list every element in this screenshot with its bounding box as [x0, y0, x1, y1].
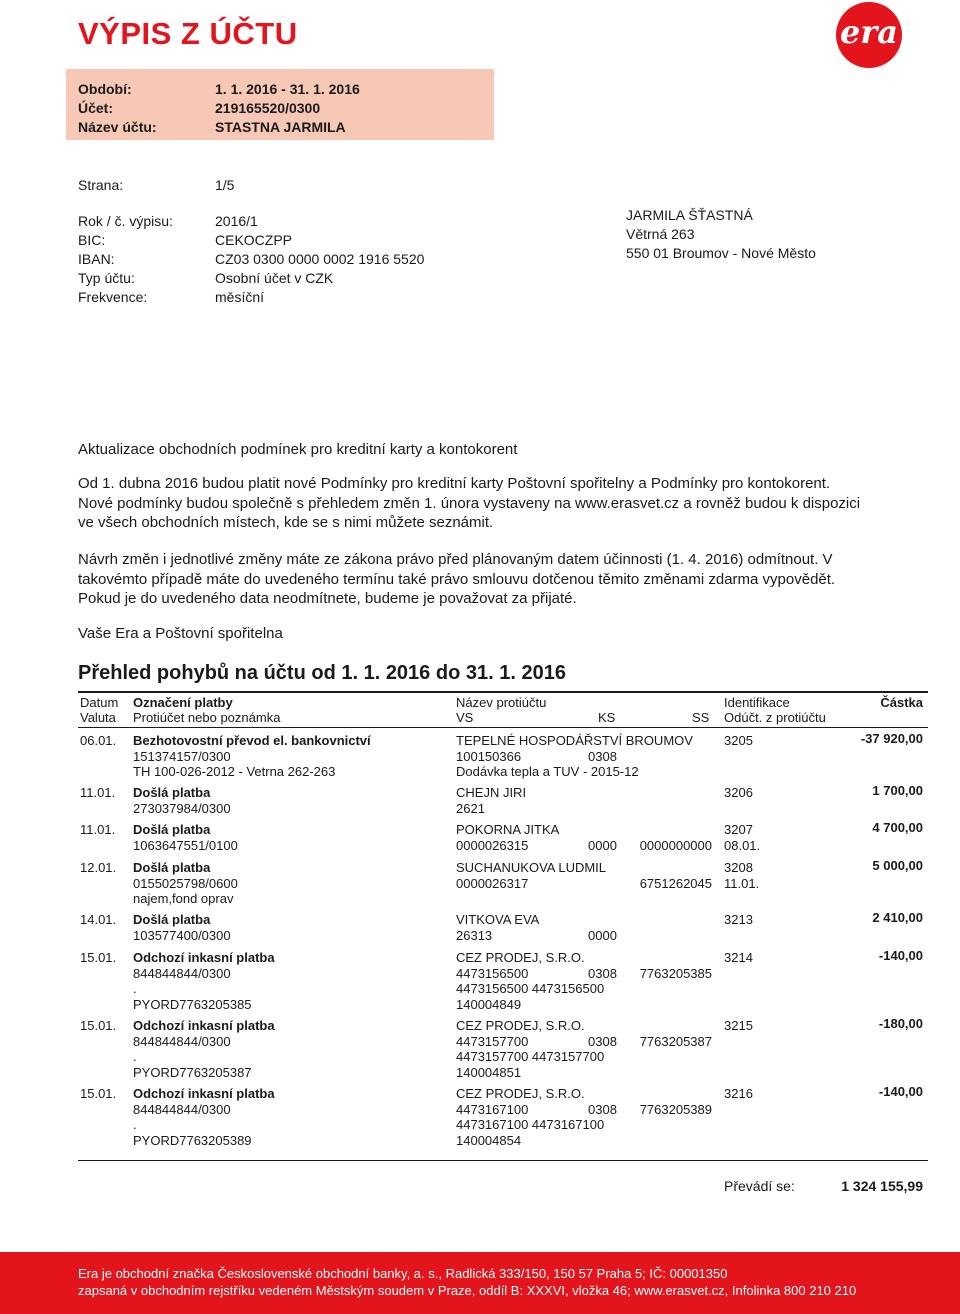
notice-signature: Vaše Era a Poštovní spořitelna — [78, 625, 283, 642]
counterparty-name: CEZ PRODEJ, S.R.O. — [456, 950, 585, 965]
transaction-identification: 3208 — [724, 860, 753, 875]
detail-value: CEKOCZPP — [215, 232, 293, 248]
transaction-date: 15.01. — [80, 1018, 117, 1033]
counterparty-name: VITKOVA EVA — [456, 912, 540, 927]
transaction-note: 1063647551/0100 — [133, 837, 238, 853]
notice-line: takovémto případě máte do uvedeného termínu také právo smlouvu dotčenou těmito změnami zdarma vypovědět. — [78, 570, 836, 588]
constant-symbol: 0308 — [588, 1101, 617, 1117]
counterparty-name: CEZ PRODEJ, S.R.O. — [456, 1018, 585, 1033]
notice-line: Od 1. dubna 2016 budou platit nové Podmínky pro kreditní karty Poštovní spořitelny a Podmínky pro kontokorent. — [78, 475, 831, 492]
detail-value: měsíční — [215, 289, 265, 305]
recipient-name: JARMILA ŠŤASTNÁ — [626, 207, 753, 223]
table-header-rule — [78, 727, 928, 728]
transaction-date: 14.01. — [80, 912, 117, 927]
transaction-type: Došlá platba — [133, 860, 211, 875]
logo-text: era — [840, 13, 898, 51]
transaction-identification: 3206 — [724, 785, 753, 800]
transaction-note: 844844844/0300 — [133, 965, 231, 981]
transaction-date: 06.01. — [80, 733, 117, 748]
transaction-note: . — [133, 1049, 137, 1064]
transaction-amount: -140,00 — [878, 1084, 923, 1099]
counterparty-note: Dodávka tepla a TUV - 2015-12 — [456, 764, 639, 779]
transaction-date: 15.01. — [80, 950, 117, 965]
transaction-identification: 3205 — [724, 733, 753, 748]
transaction-identification: 3214 — [724, 950, 753, 965]
col-debit-date: Odúčt. z protiúčtu — [724, 710, 826, 725]
constant-symbol: 0000 — [588, 927, 617, 943]
recipient-city: 550 01 Broumov - Nové Město — [626, 245, 816, 261]
variable-symbol: 4473167100 — [456, 1101, 529, 1117]
col-valuta: Valuta — [80, 710, 116, 725]
transaction-type: Bezhotovostní převod el. bankovnictví — [133, 733, 371, 748]
col-payment-type: Označení platby — [133, 695, 233, 710]
col-date: Datum — [80, 695, 119, 710]
recipient-address — [626, 206, 926, 263]
transaction-amount: 5 000,00 — [872, 858, 923, 873]
transaction-type: Došlá platba — [133, 822, 211, 837]
notice-line: Nové podmínky budou společně s přehledem změn 1. února vystaveny na www.erasvet.cz a rovněž budou k dispozici — [78, 494, 861, 512]
carry-label: Převádí se: — [724, 1178, 795, 1194]
transaction-note: 151374157/0300 — [133, 748, 231, 764]
counterparty-note: 4473156500 4473156500 — [456, 981, 605, 996]
notice-heading: Aktualizace obchodních podmínek pro kreditní karty a kontokorent — [78, 441, 518, 458]
period-value: 1. 1. 2016 - 31. 1. 2016 — [215, 81, 360, 97]
recipient-street: Větrná 263 — [626, 226, 695, 242]
transaction-note: PYORD7763205389 — [133, 1132, 252, 1148]
variable-symbol: 2621 — [456, 800, 485, 816]
transaction-amount: 2 410,00 — [872, 910, 923, 925]
transaction-date: 12.01. — [80, 860, 117, 875]
account-value: 219165520/0300 — [215, 100, 321, 116]
variable-symbol: 100150366 — [456, 748, 522, 764]
notice-line: Návrh změn i jednotlivé změny máte ze zákona právo před plánovaným datem účinnosti (1. 4. 2016) odmítnout. V — [78, 551, 833, 568]
detail-value: CZ03 0300 0000 0002 1916 5520 — [215, 251, 425, 267]
transaction-note: 844844844/0300 — [133, 1101, 231, 1117]
debit-date: 08.01. — [724, 837, 761, 853]
variable-symbol: 4473157700 — [456, 1033, 529, 1049]
transaction-note: PYORD7763205385 — [133, 996, 252, 1012]
transaction-date: 15.01. — [80, 1086, 117, 1101]
period-label: Období: — [78, 81, 132, 97]
footer-bar — [0, 1252, 960, 1314]
detail-label: IBAN: — [78, 251, 115, 267]
transaction-type: Odchozí inkasní platba — [133, 1018, 275, 1033]
constant-symbol: 0308 — [588, 1033, 617, 1049]
col-ss: SS — [692, 710, 710, 725]
debit-date: 11.01. — [724, 875, 760, 891]
detail-label: BIC: — [78, 232, 106, 248]
transaction-amount: -180,00 — [878, 1016, 923, 1031]
notice-line: Pokud je do uvedeného data neodmítnete, budeme je považovat za přijaté. — [78, 590, 577, 607]
col-ks: KS — [598, 710, 616, 725]
constant-symbol: 0308 — [588, 965, 617, 981]
overview-title: Přehled pohybů na účtu od 1. 1. 2016 do 31. 1. 2016 — [78, 662, 566, 684]
detail-label: Typ účtu: — [78, 270, 135, 286]
notice-paragraph-1 — [78, 474, 938, 533]
detail-value: Osobní účet v CZK — [215, 270, 334, 286]
col-vs: VS — [456, 710, 474, 725]
variable-symbol: 4473156500 — [456, 965, 529, 981]
specific-symbol: 0000000000 — [639, 837, 712, 853]
transaction-note: TH 100-026-2012 - Vetrna 262-263 — [133, 764, 336, 779]
detail-label: Frekvence: — [78, 289, 148, 305]
transaction-identification: 3213 — [724, 912, 753, 927]
specific-symbol: 7763205387 — [639, 1033, 712, 1049]
variable-symbol: 0000026317 — [456, 875, 529, 891]
account-label: Účet: — [78, 100, 114, 116]
counterparty-note: 140004849 — [456, 996, 522, 1012]
transaction-amount: 1 700,00 — [872, 783, 923, 798]
table-top-rule — [78, 691, 928, 693]
counterparty-name: CEZ PRODEJ, S.R.O. — [456, 1086, 585, 1101]
transaction-type: Odchozí inkasní platba — [133, 1086, 275, 1101]
variable-symbol: 0000026315 — [456, 837, 529, 853]
transaction-note: 273037984/0300 — [133, 800, 231, 816]
transaction-note: PYORD7763205387 — [133, 1064, 252, 1080]
transaction-amount: -37 920,00 — [860, 731, 923, 746]
constant-symbol: 0000 — [588, 837, 617, 853]
col-counter-account: Protiúčet nebo poznámka — [133, 710, 281, 725]
specific-symbol: 6751262045 — [639, 875, 712, 891]
transaction-note: 103577400/0300 — [133, 927, 231, 943]
counterparty-name: SUCHANUKOVA LUDMIL — [456, 860, 607, 875]
notice-line: ve všech obchodních místech, kde se s nimi můžete seznámit. — [78, 514, 494, 531]
transaction-type: Odchozí inkasní platba — [133, 950, 275, 965]
account-info-box — [66, 69, 494, 140]
transaction-note: . — [133, 1117, 137, 1132]
transaction-note: najem,fond oprav — [133, 891, 234, 906]
counterparty-note: 140004851 — [456, 1064, 522, 1080]
transaction-date: 11.01. — [80, 822, 116, 837]
table-bottom-rule — [78, 1160, 928, 1161]
transaction-identification: 3216 — [724, 1086, 753, 1101]
page-label: Strana: — [78, 177, 124, 193]
transaction-identification: 3207 — [724, 822, 753, 837]
page-value: 1/5 — [215, 177, 235, 193]
specific-symbol: 7763205385 — [639, 965, 712, 981]
era-logo — [836, 2, 902, 68]
col-identification: Identifikace — [724, 695, 790, 710]
statement-title: VÝPIS Z ÚČTU — [78, 16, 298, 51]
carry-value: 1 324 155,99 — [841, 1178, 923, 1194]
notice-paragraph-2 — [78, 550, 938, 609]
transaction-identification: 3215 — [724, 1018, 753, 1033]
counterparty-note: 4473167100 4473167100 — [456, 1117, 605, 1132]
counterparty-note: 140004854 — [456, 1132, 522, 1148]
transaction-note: 0155025798/0600 — [133, 875, 238, 891]
counterparty-name: POKORNA JITKA — [456, 822, 560, 837]
variable-symbol: 26313 — [456, 927, 493, 943]
specific-symbol: 7763205389 — [639, 1101, 712, 1117]
transaction-amount: 4 700,00 — [872, 820, 923, 835]
counterparty-name: TEPELNÉ HOSPODÁŘSTVÍ BROUMOV — [456, 733, 693, 748]
detail-value: 2016/1 — [215, 213, 258, 229]
transaction-type: Došlá platba — [133, 912, 211, 927]
transaction-amount: -140,00 — [878, 948, 923, 963]
counterparty-name: CHEJN JIRI — [456, 785, 527, 800]
account-name-value: STASTNA JARMILA — [215, 119, 346, 135]
col-amount: Částka — [880, 695, 923, 710]
footer-line: Era je obchodní značka Československé obchodní banky, a. s., Radlická 333/150, 150 57 Praha 5; IČ: 00001350 — [78, 1266, 728, 1281]
col-counterparty: Název protiúčtu — [456, 695, 547, 710]
transaction-note: 844844844/0300 — [133, 1033, 231, 1049]
transaction-date: 11.01. — [80, 785, 116, 800]
transaction-note: . — [133, 981, 137, 996]
transaction-type: Došlá platba — [133, 785, 211, 800]
account-name-label: Název účtu: — [78, 119, 157, 135]
counterparty-note: 4473157700 4473157700 — [456, 1049, 605, 1064]
footer-line: zapsaná v obchodním rejstříku vedeném Městským soudem v Praze, oddíl B: XXXVI, vložka 46; www.erasvet.cz, Infolinka 800 210 210 — [78, 1283, 857, 1298]
detail-label: Rok / č. výpisu: — [78, 213, 173, 229]
constant-symbol: 0308 — [588, 748, 617, 764]
